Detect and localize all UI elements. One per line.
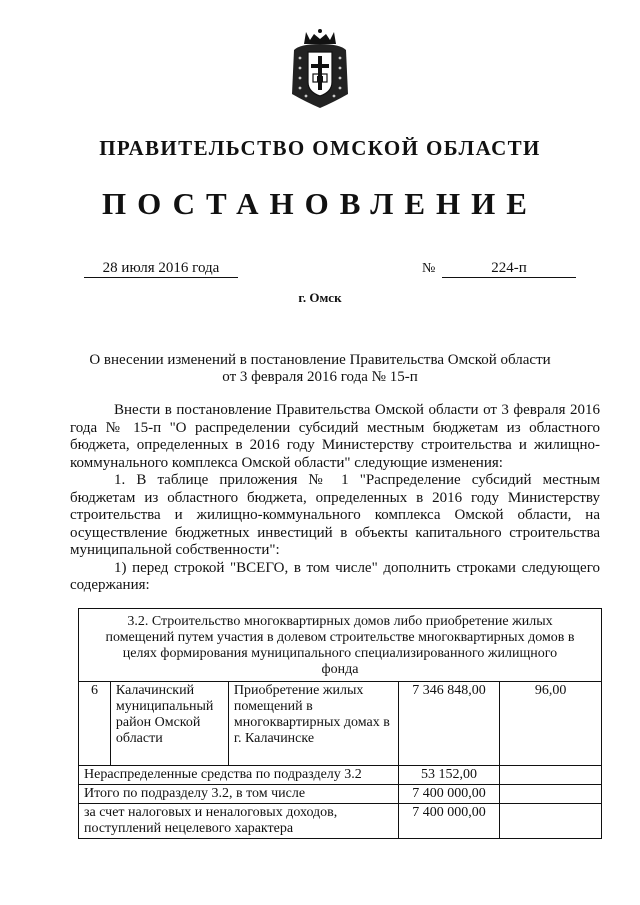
total-label-cell: Итого по подразделу 3.2, в том числе: [79, 785, 399, 804]
unallocated-label-cell: Нераспределенные средства по подразделу 3.2: [79, 766, 399, 785]
decree-body: [70, 402, 600, 595]
paragraph-item-1: 1. В таблице приложения № 1 "Распределение субсидий местным бюджетам из областного бюджета, определенных в 2016 году Министерству строительства и жилищно-коммунального комплекса Омской области, на осуществление бюджетных инвестиций в объекты капитального строительства муниципальной собственности":: [70, 472, 600, 558]
percent-cell: 96,00: [500, 682, 602, 766]
decree-date: 28 июля 2016 года: [84, 259, 238, 278]
subsidy-table: [78, 608, 602, 839]
paragraph-subitem-1: 1) перед строкой "ВСЕГО, в том числе" дополнить строками следующего содержания:: [70, 559, 600, 593]
empty-cell: [500, 785, 602, 804]
tax-label-cell: за счет налоговых и неналоговых доходов, поступлений нецелевого характера: [79, 804, 399, 839]
decree-subject: [60, 352, 580, 386]
district-cell: Калачинский муниципальный район Омской области: [110, 682, 228, 766]
table-row: [79, 785, 602, 804]
total-amount-cell: 7 400 000,00: [398, 785, 500, 804]
tax-amount-cell: 7 400 000,00: [398, 804, 500, 839]
subject-line-1: О внесении изменений в постановление Правительства Омской области: [89, 352, 551, 368]
document-type: ПОСТАНОВЛЕНИЕ: [102, 186, 538, 221]
paragraph-intro: Внести в постановление Правительства Омской области от 3 февраля 2016 года № 15-п "О распределении субсидий местным бюджетам из областного бюджета, определенных в 2016 году Министерству строительства и жилищно-коммунального комплекса Омской области" следующие изменения:: [70, 402, 600, 471]
table-row: [79, 766, 602, 785]
coat-of-arms-icon: [290, 28, 350, 112]
row-number-cell: 6: [79, 682, 111, 766]
subject-line-2: от 3 февраля 2016 года № 15-п: [222, 369, 418, 385]
amount-cell: 7 346 848,00: [398, 682, 500, 766]
table-row: [79, 682, 602, 766]
unallocated-amount-cell: 53 152,00: [398, 766, 500, 785]
number-label: №: [422, 261, 436, 276]
object-cell: Приобретение жилых помещений в многоквартирных домах в г. Калачинске: [228, 682, 398, 766]
section-header-cell: 3.2. Строительство многоквартирных домов либо приобретение жилых помещений путем участия в долевом строительстве многоквартирных домов в целях формирования муниципального специализированного жилищного фонда: [79, 609, 602, 682]
empty-cell: [500, 804, 602, 839]
government-title: ПРАВИТЕЛЬСТВО ОМСКОЙ ОБЛАСТИ: [99, 136, 541, 160]
table-row: [79, 804, 602, 839]
table-row: [79, 609, 602, 682]
empty-cell: [500, 766, 602, 785]
decree-number: 224-п: [442, 259, 576, 278]
city: г. Омск: [298, 290, 342, 305]
